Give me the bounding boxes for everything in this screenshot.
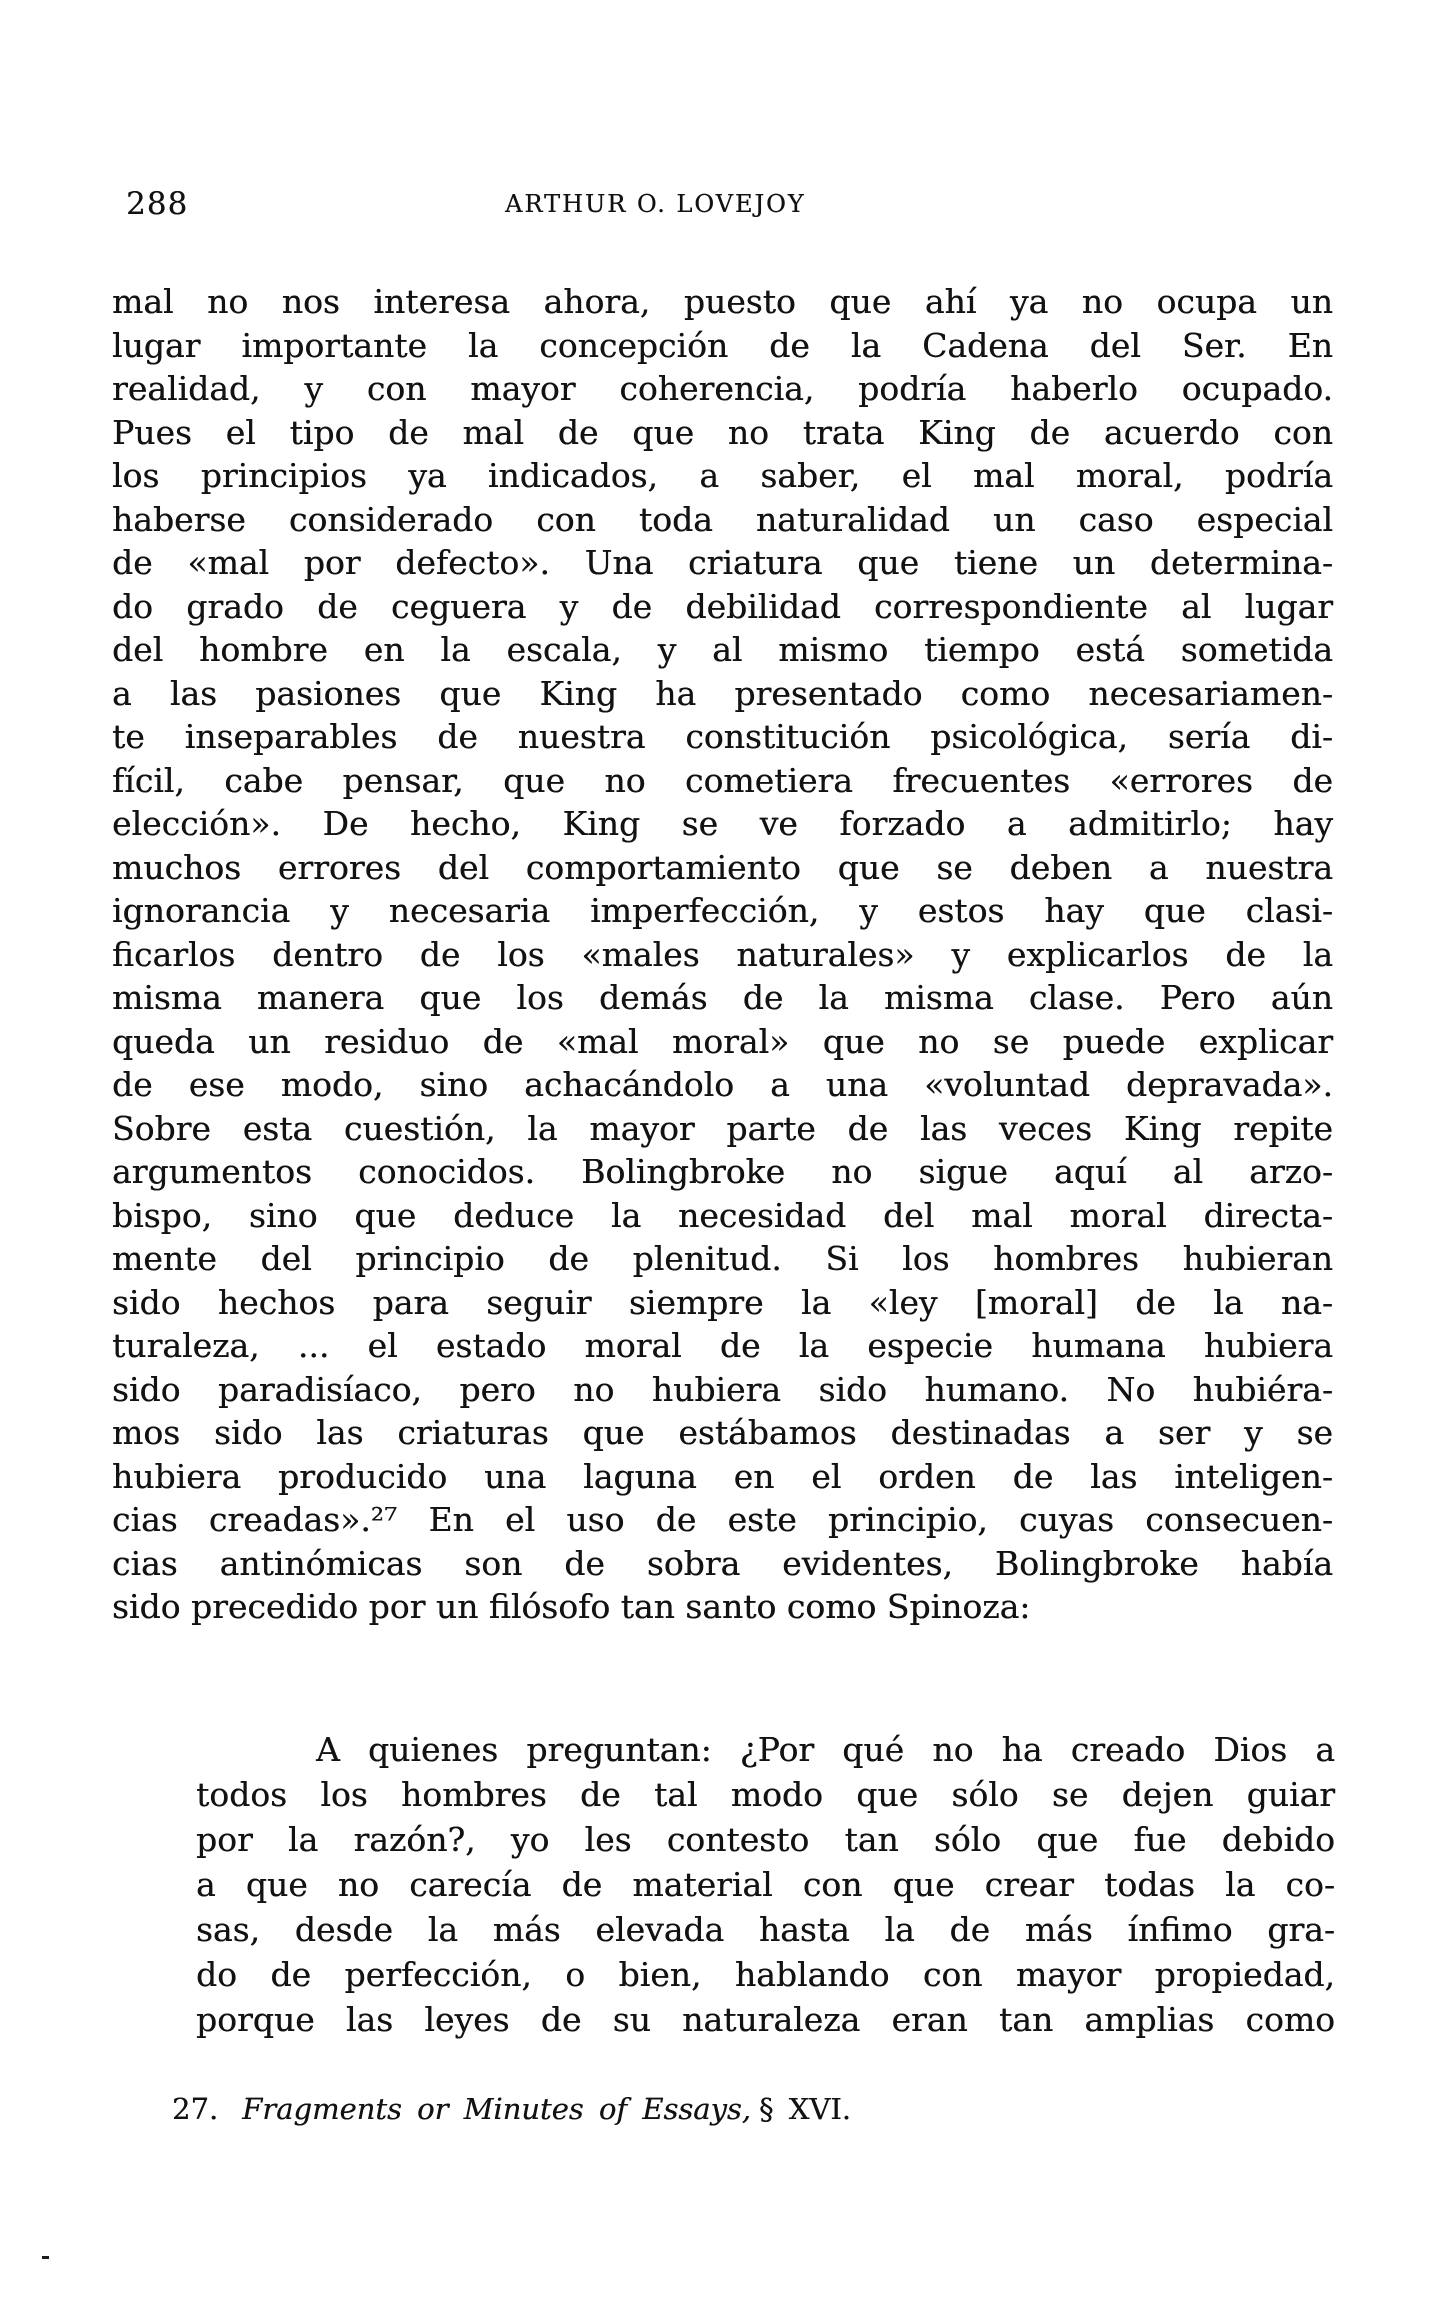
- text-line: todos los hombres de tal modo que sólo se dejen guiar: [196, 1775, 1335, 1814]
- text-line: del hombre en la escala, y al mismo tiempo está sometida: [112, 630, 1333, 669]
- text-line: muchos errores del comportamiento que se deben a nuestra: [112, 847, 1333, 887]
- text-line: a que no carecía de material con que crear todas la co-: [196, 1865, 1335, 1904]
- text-line: fícil, cabe pensar, que no cometiera frecuentes «errores de: [112, 760, 1333, 800]
- text-line: los principios ya indicados, a saber, el mal moral, podría: [112, 456, 1333, 495]
- text-line: a las pasiones que King ha presentado como necesariamen-: [112, 673, 1333, 713]
- body-paragraph: [112, 280, 1333, 1629]
- text-line: mente del principio de plenitud. Si los hombres hubieran: [112, 1239, 1333, 1278]
- text-line: sido paradisíaco, pero no hubiera sido humano. No hubiéra-: [112, 1369, 1333, 1409]
- text-line: Pues el tipo de mal de que no trata King de acuerdo con: [112, 412, 1333, 452]
- text-line: haberse considerado con toda naturalidad un caso especial: [112, 499, 1333, 539]
- text-line: cias antinómicas son de sobra evidentes, Bolingbroke había: [112, 1543, 1333, 1583]
- running-title: ARTHUR O. LOVEJOY: [505, 190, 806, 218]
- running-head: [0, 186, 1447, 226]
- footnote-work-title: Fragments or Minutes of Essays,: [242, 2092, 751, 2126]
- block-quote: [196, 1727, 1335, 2042]
- text-line: misma manera que los demás de la misma clase. Pero aún: [112, 978, 1333, 1017]
- text-line: mal no nos interesa ahora, puesto que ahí ya no ocupa un: [112, 282, 1333, 321]
- text-line: turaleza, ... el estado moral de la especie humana hubiera: [112, 1326, 1333, 1365]
- scan-speck: [42, 2256, 49, 2259]
- text-line: do de perfección, o bien, hablando con mayor propiedad,: [196, 1955, 1335, 1994]
- text-line: A quienes preguntan: ¿Por qué no ha creado Dios a: [316, 1730, 1335, 1769]
- text-line: te inseparables de nuestra constitución psicológica, sería di-: [112, 717, 1333, 756]
- text-line: Sobre esta cuestión, la mayor parte de las veces King repite: [112, 1108, 1333, 1148]
- text-line: porque las leyes de su naturaleza eran tan amplias como: [196, 2000, 1335, 2039]
- footnote: [172, 2092, 851, 2126]
- page-number: 288: [126, 186, 189, 222]
- text-line: sido hechos para seguir siempre la «ley [moral] de la na-: [112, 1282, 1333, 1322]
- footnote-section: § XVI.: [758, 2092, 851, 2126]
- text-line: sido precedido por un filósofo tan santo como Spinoza:: [112, 1587, 1031, 1626]
- text-line: realidad, y con mayor coherencia, podría haberlo ocupado.: [112, 369, 1333, 408]
- text-line: cias creadas».²⁷ En el uso de este principio, cuyas consecuen-: [112, 1500, 1333, 1539]
- text-line: lugar importante la concepción de la Cadena del Ser. En: [112, 325, 1333, 365]
- text-line: do grado de ceguera y de debilidad correspondiente al lugar: [112, 586, 1333, 626]
- text-line: argumentos conocidos. Bolingbroke no sigue aquí al arzo-: [112, 1152, 1333, 1191]
- text-line: sas, desde la más elevada hasta la de más ínfimo gra-: [196, 1910, 1335, 1949]
- footnote-number: 27.: [172, 2092, 219, 2126]
- text-line: mos sido las criaturas que estábamos destinadas a ser y se: [112, 1413, 1333, 1452]
- text-line: elección». De hecho, King se ve forzado a admitirlo; hay: [112, 804, 1333, 843]
- text-line: ficarlos dentro de los «males naturales» y explicarlos de la: [112, 934, 1333, 974]
- text-line: queda un residuo de «mal moral» que no se puede explicar: [112, 1021, 1333, 1061]
- text-line: por la razón?, yo les contesto tan sólo que fue debido: [196, 1820, 1335, 1859]
- text-line: bispo, sino que deduce la necesidad del mal moral directa-: [112, 1195, 1333, 1235]
- text-line: ignorancia y necesaria imperfección, y estos hay que clasi-: [112, 891, 1333, 930]
- text-line: hubiera producido una laguna en el orden de las inteligen-: [112, 1456, 1333, 1496]
- text-line: de ese modo, sino achacándolo a una «voluntad depravada».: [112, 1065, 1333, 1104]
- text-line: de «mal por defecto». Una criatura que tiene un determina-: [112, 543, 1333, 582]
